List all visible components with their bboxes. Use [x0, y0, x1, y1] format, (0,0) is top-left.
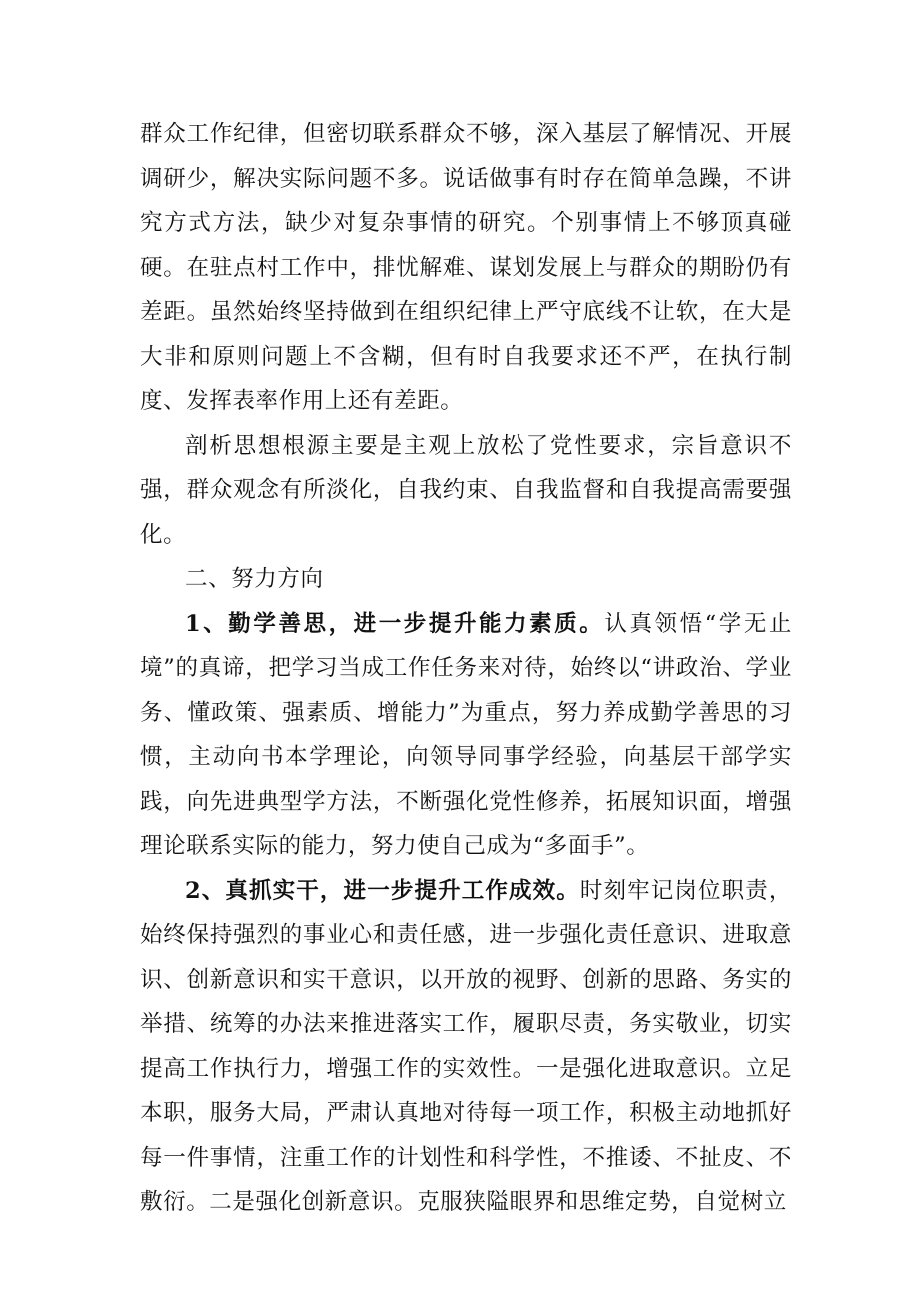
list-item-study-lead: 1、勤学善思，进一步提升能力素质。 [185, 610, 605, 637]
section-heading-direction: 二、努力方向 [185, 566, 324, 592]
list-item-work-body: 时刻牢记岗位职责，始终保持强烈的事业心和责任感，进一步强化责任意识、进取意识、创新意识和实干意识，以开放的视野、创新的思路、务实的举措、统筹的办法来推进落实工作，履职尽责，务实敬业，切实提高工作执行力，增强工作的实效性。一是强化进取意识。立足本职，服务大局，严肃认真地对待每一项工作，积极主动地抓好每一件事情，注重工作的计划性和科学性，不推诿、不扯皮、不敷衍。二是强化创新意识。克服狭隘眼界和思维定势，自觉树立 [140, 877, 792, 1215]
list-item-work-lead: 2、真抓实干，进一步提升工作成效。 [185, 877, 580, 904]
paragraph-discipline-shortcomings: 群众工作纪律，但密切联系群众不够，深入基层了解情况、开展调研少，解决实际问题不多。说话做事有时存在简单急躁，不讲究方式方法，缺少对复杂事情的研究。个别事情上不够顶真碰硬。在驻点村工作中，排忧解难、谋划发展上与群众的期盼仍有差距。虽然始终坚持做到在组织纪律上严守底线不让软，在大是大非和原则问题上不含糊，但有时自我要求还不严，在执行制度、发挥表率作用上还有差距。 [140, 121, 792, 414]
paragraph-root-cause-analysis: 剖析思想根源主要是主观上放松了党性要求，宗旨意识不强，群众观念有所淡化，自我约束、自我监督和自我提高需要强化。 [140, 432, 792, 548]
list-item-work [140, 869, 792, 1225]
list-item-study [140, 602, 792, 869]
list-item-study-body: 认真领悟“学无止境”的真谛，把学习当成工作任务来对待，始终以“讲政治、学业务、懂政策、强素质、增能力”为重点，努力养成勤学善思的习惯，主动向书本学理论，向领导同事学经验，向基层干部学实践，向先进典型学方法，不断强化党性修养，拓展知识面，增强理论联系实际的能力，努力使自己成为“多面手”。 [140, 610, 792, 859]
document-page [140, 112, 792, 1225]
